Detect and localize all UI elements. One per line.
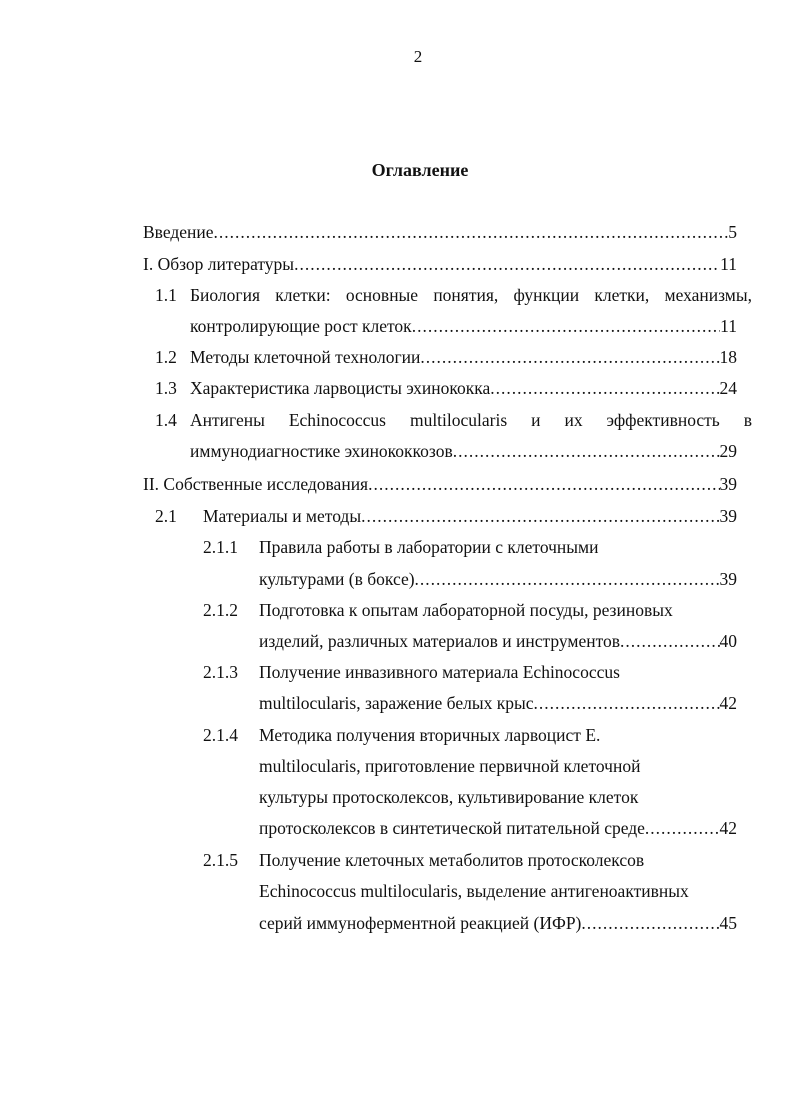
toc-entry-part1[interactable]: [143, 253, 737, 275]
toc-page: 11: [720, 316, 737, 336]
toc-entry-text[interactable]: multilocularis, приготовление первичной клеточной: [259, 756, 641, 776]
dot-leader: [453, 440, 720, 462]
toc-entry-text[interactable]: Правила работы в лаборатории с клеточными: [259, 537, 599, 557]
toc-page: 45: [719, 913, 737, 933]
toc-number: 2.1: [155, 506, 177, 526]
toc-page: 42: [719, 818, 737, 838]
toc-entry-text: II. Собственные исследования: [143, 474, 369, 494]
page-number: 2: [413, 47, 423, 66]
toc-entry-intro[interactable]: [143, 221, 737, 243]
toc-entry-1-1[interactable]: [190, 315, 737, 337]
toc-entry-text: контролирующие рост клеток: [190, 316, 412, 336]
toc-page: 24: [719, 378, 737, 398]
toc-entry-text: Характеристика ларвоцисты эхинококка: [190, 378, 491, 398]
toc-entry-text: Материалы и методы: [203, 506, 362, 526]
dot-leader: [581, 912, 719, 934]
dot-leader: [620, 630, 719, 652]
dot-leader: [412, 315, 720, 337]
toc-entry-text[interactable]: Получение инвазивного материала Echinococcus: [259, 662, 620, 682]
toc-entry-text[interactable]: Подготовка к опытам лабораторной посуды, резиновых: [259, 600, 673, 620]
toc-number: 1.2: [155, 347, 177, 367]
toc-entry-text[interactable]: Антигены Echinococcus multilocularis и их эффективность в: [190, 410, 752, 430]
toc-entry-part2[interactable]: [143, 473, 737, 495]
toc-entry-text: изделий, различных материалов и инструментов: [259, 631, 621, 651]
toc-page: 5: [728, 222, 737, 242]
toc-number: 1.4: [155, 410, 177, 430]
toc-page: 42: [719, 693, 737, 713]
toc-number: 1.1: [155, 285, 177, 305]
dot-leader: [368, 473, 719, 495]
toc-entry-text: Методы клеточной технологии: [190, 347, 421, 367]
toc-page: 40: [719, 631, 737, 651]
toc-number: 2.1.5: [203, 850, 238, 870]
toc-page: 18: [719, 347, 737, 367]
toc-number: 2.1.2: [203, 600, 238, 620]
toc-entry-text[interactable]: Биология клетки: основные понятия, функции клетки, механизмы,: [190, 285, 752, 305]
toc-entry-1-4[interactable]: [190, 440, 737, 462]
toc-entry-1-2[interactable]: [190, 346, 737, 368]
dot-leader: [420, 346, 719, 368]
toc-entry-text: multilocularis, заражение белых крыс: [259, 693, 534, 713]
toc-entry-text: протосколексов в синтетической питательной среде: [259, 818, 645, 838]
dot-leader: [361, 505, 719, 527]
toc-entry-text: I. Обзор литературы: [143, 254, 295, 274]
toc-entry-2-1-4[interactable]: [259, 817, 737, 839]
toc-page: 11: [720, 254, 737, 274]
page-title: Оглавление: [371, 160, 469, 180]
toc-page: 39: [719, 569, 737, 589]
dot-leader: [645, 817, 720, 839]
toc-page: 39: [719, 506, 737, 526]
dot-leader: [490, 377, 719, 399]
toc-entry-text: Введение: [143, 222, 214, 242]
toc-number: 2.1.1: [203, 537, 238, 557]
toc-number: 2.1.3: [203, 662, 238, 682]
toc-entry-text: иммунодиагностике эхинококкозов: [190, 441, 453, 461]
toc-entry-text: культурами (в боксе): [259, 569, 415, 589]
toc-entry-1-3[interactable]: [190, 377, 737, 399]
toc-entry-text[interactable]: Echinococcus multilocularis, выделение антигеноактивных: [259, 881, 689, 901]
toc-entry-text: серий иммуноферментной реакцией (ИФР): [259, 913, 582, 933]
toc-number: 1.3: [155, 378, 177, 398]
toc-entry-2-1-3[interactable]: [259, 692, 737, 714]
toc-page: 39: [719, 474, 737, 494]
dot-leader: [415, 568, 720, 590]
toc-entry-2-1[interactable]: [203, 505, 737, 527]
toc-page: 29: [719, 441, 737, 461]
toc-entry-2-1-2[interactable]: [259, 630, 737, 652]
toc-entry-text[interactable]: Методика получения вторичных ларвоцист E.: [259, 725, 601, 745]
toc-entry-2-1-5[interactable]: [259, 912, 737, 934]
toc-number: 2.1.4: [203, 725, 238, 745]
toc-entry-text[interactable]: Получение клеточных метаболитов протосколексов: [259, 850, 645, 870]
toc-entry-text[interactable]: культуры протосколексов, культивирование клеток: [259, 787, 639, 807]
dot-leader: [294, 253, 720, 275]
toc-entry-2-1-1[interactable]: [259, 568, 737, 590]
dot-leader: [214, 221, 729, 243]
dot-leader: [534, 692, 720, 714]
